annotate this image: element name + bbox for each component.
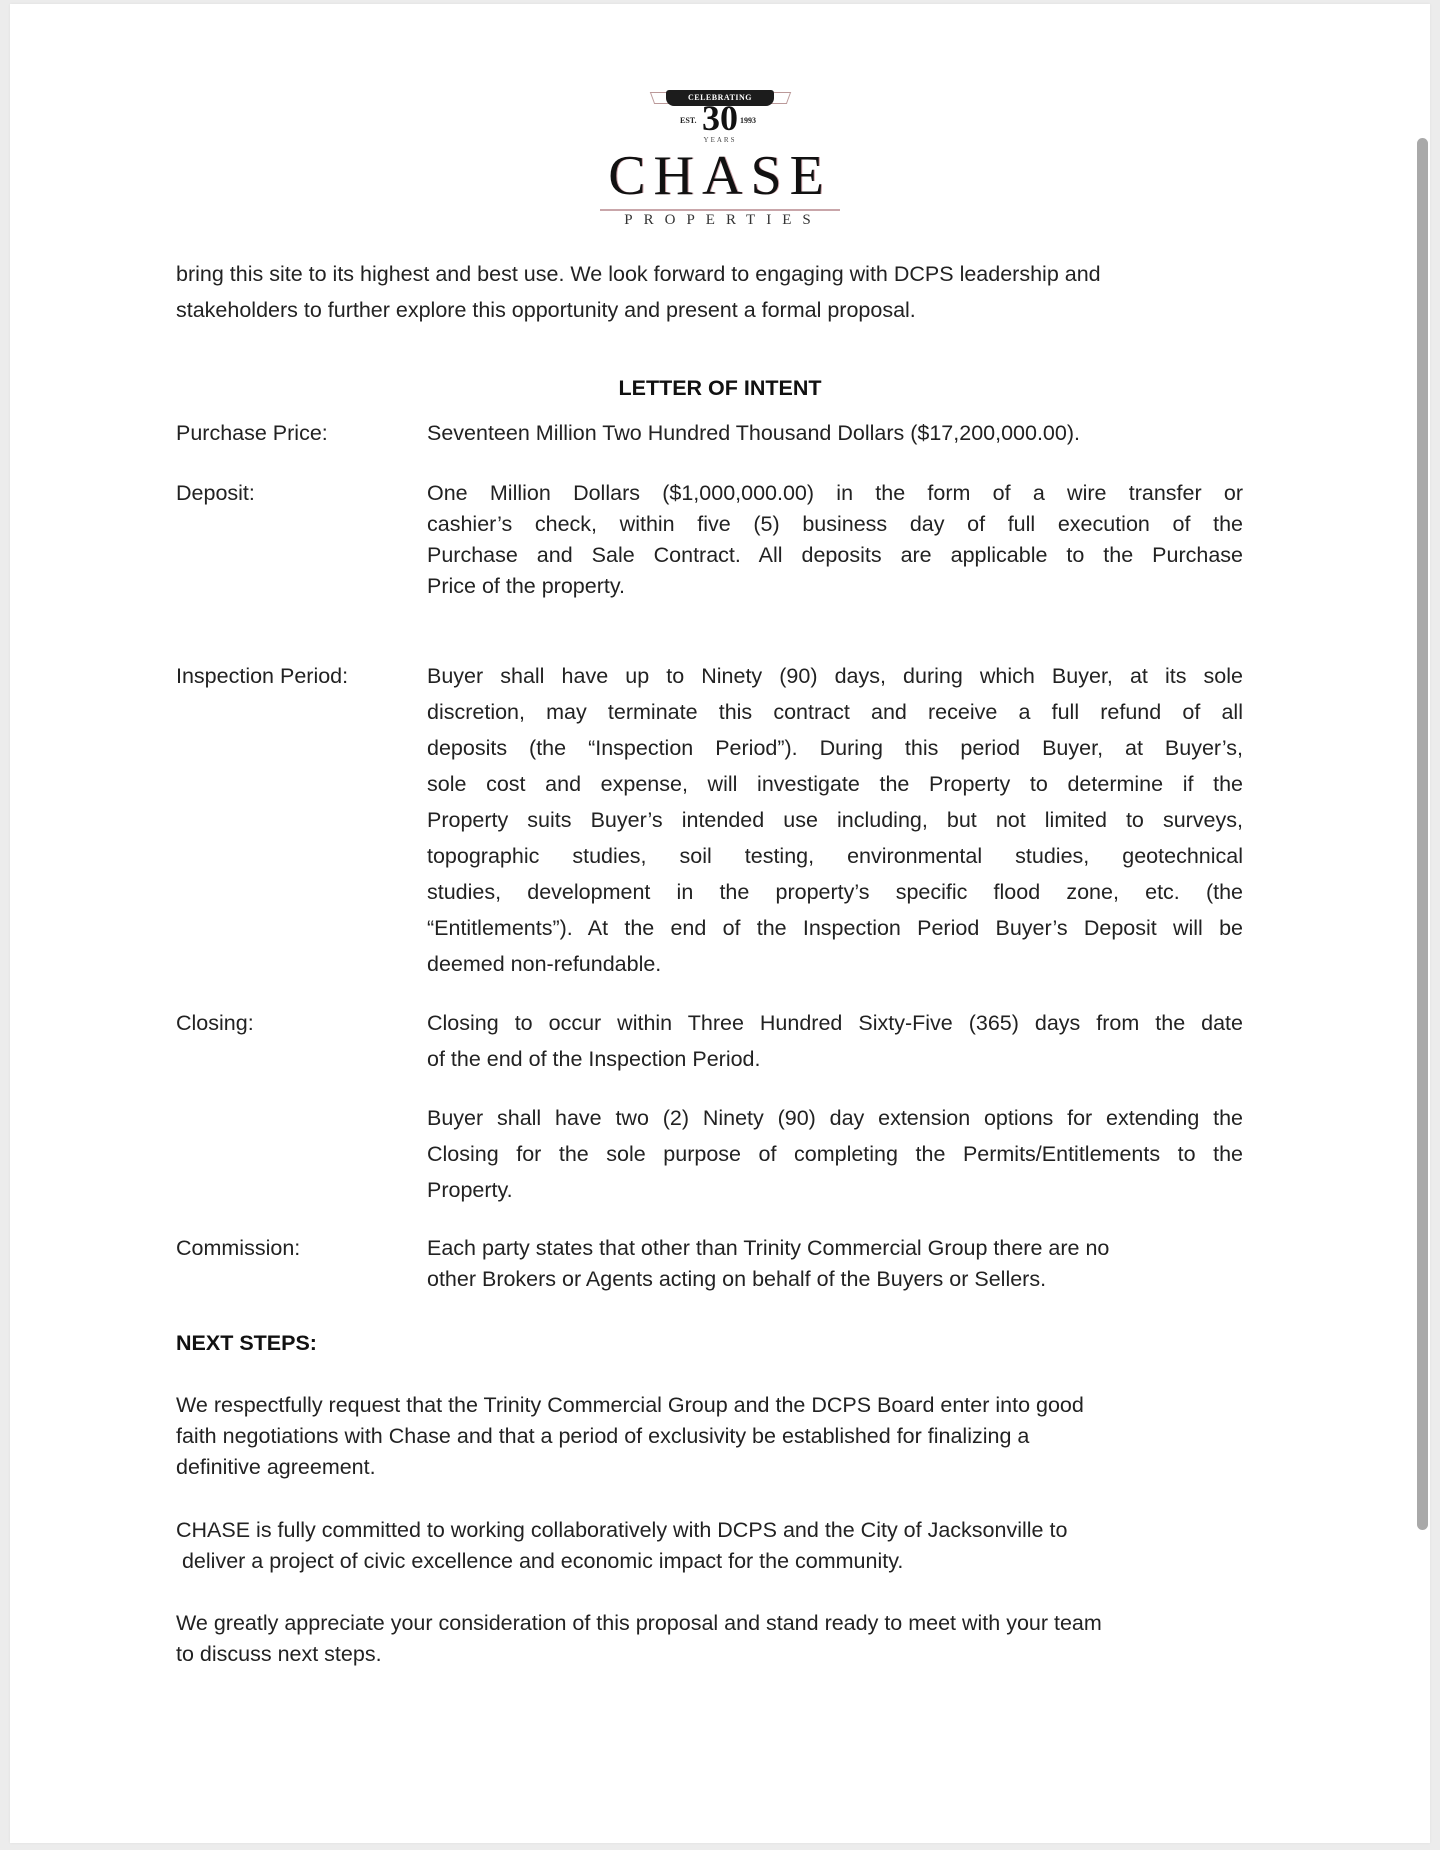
logo-years: YEARS <box>703 136 737 144</box>
vertical-scrollbar[interactable] <box>1417 138 1428 1530</box>
document-title: LETTER OF INTENT <box>618 376 822 400</box>
next-steps-paragraph-line: faith negotiations with Chase and that a period of exclusivity be established for finalizing a <box>176 1424 1030 1448</box>
term-label-purchase-price: Purchase Price: <box>176 421 328 445</box>
next-steps-paragraph-line: CHASE is fully committed to working collaboratively with DCPS and the City of Jacksonville to <box>176 1518 1068 1542</box>
deposit-line: cashier’s check, within five (5) business day of full execution of the <box>427 512 1243 536</box>
chase-properties-logo <box>590 86 850 234</box>
inspection-line: deemed non-refundable. <box>427 952 662 976</box>
closing-line: of the end of the Inspection Period. <box>427 1047 761 1071</box>
next-steps-heading: NEXT STEPS: <box>176 1331 317 1355</box>
closing-extension-line: Closing for the sole purpose of completing the Permits/Entitlements to the <box>427 1142 1243 1166</box>
inspection-line: “Entitlements”). At the end of the Inspection Period Buyer’s Deposit will be <box>427 916 1243 940</box>
next-steps-paragraph-line: definitive agreement. <box>176 1455 376 1479</box>
term-label-closing: Closing: <box>176 1011 254 1035</box>
next-steps-paragraph-line: We greatly appreciate your consideration of this proposal and stand ready to meet with your team <box>176 1611 1102 1635</box>
term-label-commission: Commission: <box>176 1236 301 1260</box>
intro-line: stakeholders to further explore this opportunity and present a formal proposal. <box>176 298 916 322</box>
inspection-line: sole cost and expense, will investigate the Property to determine if the <box>427 772 1243 796</box>
logo-est-year: 1993 <box>740 116 756 125</box>
logo-anniversary-number: 30 <box>702 98 738 138</box>
logo-banner: CELEBRATING <box>666 90 774 106</box>
next-steps-paragraph-line: We respectfully request that the Trinity Commercial Group and the DCPS Board enter into good <box>176 1393 1084 1417</box>
deposit-line: Purchase and Sale Contract. All deposits are applicable to the Purchase <box>427 543 1243 567</box>
inspection-line: deposits (the “Inspection Period”). During this period Buyer, at Buyer’s, <box>427 736 1243 760</box>
logo-divider <box>600 209 840 211</box>
closing-extension-line: Buyer shall have two (2) Ninety (90) day extension options for extending the <box>427 1106 1243 1130</box>
closing-line: Closing to occur within Three Hundred Sixty-Five (365) days from the date <box>427 1011 1243 1035</box>
inspection-line: studies, development in the property’s specific flood zone, etc. (the <box>427 880 1243 904</box>
deposit-line: One Million Dollars ($1,000,000.00) in the form of a wire transfer or <box>427 481 1243 505</box>
next-steps-paragraph-line: to discuss next steps. <box>176 1642 382 1666</box>
next-steps-paragraph-line: deliver a project of civic excellence and economic impact for the community. <box>176 1549 904 1573</box>
deposit-line: Price of the property. <box>427 574 625 598</box>
inspection-line: Buyer shall have up to Ninety (90) days, during which Buyer, at its sole <box>427 664 1243 688</box>
logo-est: EST. <box>680 116 697 125</box>
commission-line: other Brokers or Agents acting on behalf of the Buyers or Sellers. <box>427 1267 1047 1291</box>
logo-subtitle: PROPERTIES <box>624 212 822 228</box>
inspection-line: discretion, may terminate this contract and receive a full refund of all <box>427 700 1243 724</box>
inspection-line: Property suits Buyer’s intended use including, but not limited to surveys, <box>427 808 1243 832</box>
intro-line: bring this site to its highest and best use. We look forward to engaging with DCPS leadership and <box>176 262 1101 286</box>
inspection-line: topographic studies, soil testing, environmental studies, geotechnical <box>427 844 1243 868</box>
term-label-inspection-period: Inspection Period: <box>176 664 349 688</box>
logo-name: CHASE <box>608 145 832 207</box>
term-value-purchase-price: Seventeen Million Two Hundred Thousand Dollars ($17,200,000.00). <box>427 421 1080 445</box>
term-label-deposit: Deposit: <box>176 481 255 505</box>
closing-extension-line: Property. <box>427 1178 513 1202</box>
commission-line: Each party states that other than Trinity Commercial Group there are no <box>427 1236 1110 1260</box>
